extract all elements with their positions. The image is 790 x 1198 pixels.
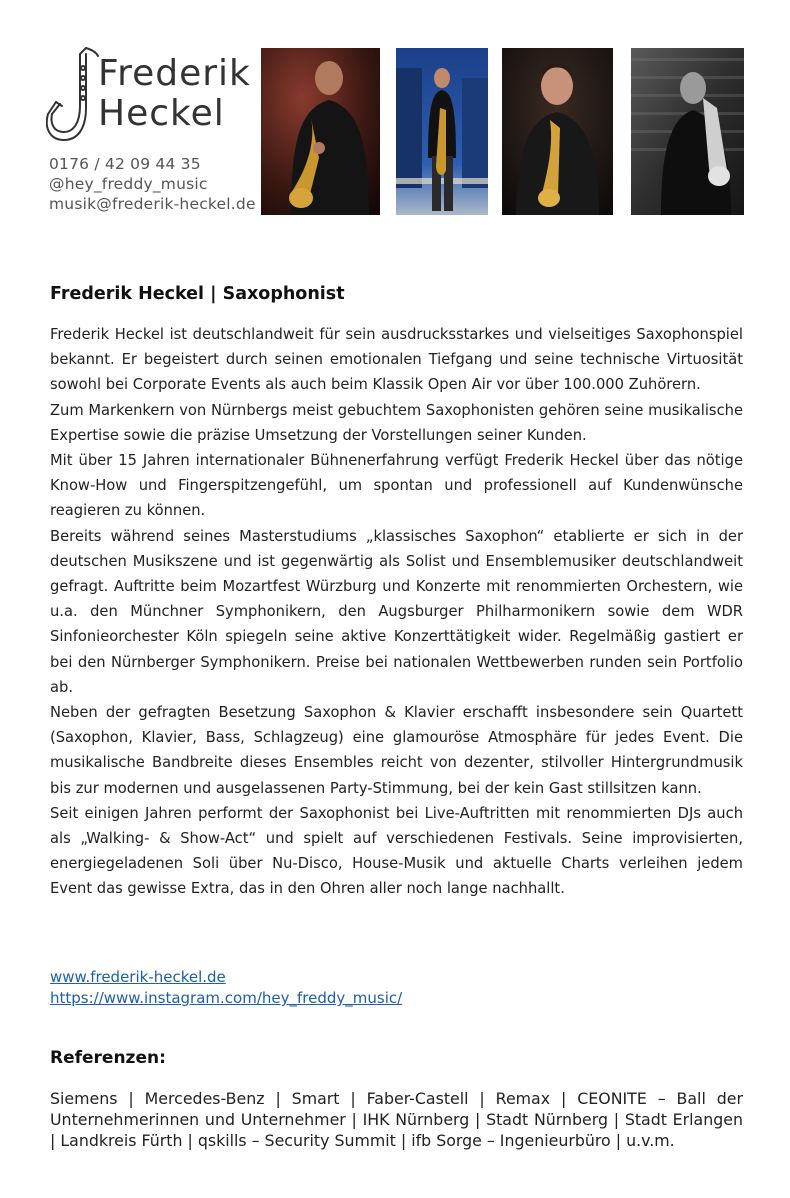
links — [50, 967, 402, 1009]
bio-paragraph: Neben der gefragten Besetzung Saxophon & Klavier erschafft insbesondere sein Quartett (Saxophon, Klavier, Bass, Schlagzeug) eine glamouröse Atmosphäre für jedes Event. Die musikalische Bandbreite dieses Ensembles reicht von dezenter, stilvoller Hintergrundmusik bis zur modernen und ausgelassenen Party-Stimmung, bei der kein Gast stillsitzen kann. — [50, 704, 743, 797]
bio-paragraph: Frederik Heckel ist deutschlandweit für sein ausdrucksstarkes und vielseitiges Saxophonspiel bekannt. Er begeistert durch seinen emotionalen Tiefgang und seine technische Virtuosität sowohl bei Corporate Events als auch beim Klassik Open Air vor über 100.000 Zuhörern. — [50, 326, 743, 394]
header — [0, 0, 790, 230]
bio-paragraph: Zum Markenkern von Nürnbergs meist gebuchtem Saxophonisten gehören seine musikalische Expertise sowie die präzise Umsetzung der Vorstellungen seiner Kunden. — [50, 401, 743, 444]
email-address: musik@frederik-heckel.de — [49, 195, 256, 213]
photo-saxophonist-1 — [261, 48, 380, 215]
brand-first-name: Frederik — [98, 53, 251, 94]
contact-block — [49, 154, 256, 214]
instagram-link[interactable]: https://www.instagram.com/hey_freddy_music/ — [50, 989, 403, 1007]
references-list: Siemens | Mercedes-Benz | Smart | Faber-Castell | Remax | CEONITE – Ball der Unternehmerinnen und Unternehmer | IHK Nürnberg | Stadt Nürnberg | Stadt Erlangen | Landkreis Fürth | qskills – Security Summit | ifb Sorge – Ingenieurbüro | u.v.m. — [50, 1089, 743, 1150]
bio-paragraph: Mit über 15 Jahren internationaler Bühnenerfahrung verfügt Frederik Heckel über das nötige Know-How und Fingerspitzengefühl, um spontan und professionell auf Kundenwünsche reagieren zu können. — [50, 452, 743, 520]
bio-paragraph: Seit einigen Jahren performt der Saxophonist bei Live-Auftritten mit renommierten DJs auch als „Walking- & Show-Act“ und spielt auf verschiedenen Festivals. Seine improvisierten, energiegeladenen Soli über Nu-Disco, House-Musik und aktuelle Charts verleihen jedem Event das gewisse Extra, das in den Ohren aller noch lange nachhallt. — [50, 804, 743, 898]
brand-last-name: Heckel — [98, 93, 225, 134]
biography — [50, 322, 743, 902]
page-title: Frederik Heckel | Saxophonist — [50, 284, 345, 304]
bio-paragraph: Bereits während seines Masterstudiums „klassisches Saxophon“ etablierte er sich in der deutschen Musikszene und ist gegenwärtig als Solist und Ensemblemusiker deutschlandweit gefragt. Auftritte beim Mozartfest Würzburg und Konzerte mit renommierten Orchestern, wie u.a. den Münchner Symphonikern, den Augsburger Philharmonikern sowie dem WDR Sinfonieorchester Köln spiegeln seine aktive Konzerttätigkeit wider. Regelmäßig gastiert er bei den Nürnberger Symphonikern. Preise bei nationalen Wettbewerben runden sein Portfolio ab. — [50, 527, 743, 696]
social-handle: @hey_freddy_music — [49, 175, 208, 193]
photo-saxophonist-4 — [631, 48, 744, 215]
phone-number: 0176 / 42 09 44 35 — [49, 155, 201, 173]
website-link[interactable]: www.frederik-heckel.de — [50, 968, 226, 986]
references-title: Referenzen: — [50, 1048, 166, 1068]
saxophone-logo-icon — [46, 44, 106, 144]
brand-name — [98, 54, 251, 134]
photo-saxophonist-3 — [502, 48, 613, 215]
photo-saxophonist-2 — [396, 48, 488, 215]
